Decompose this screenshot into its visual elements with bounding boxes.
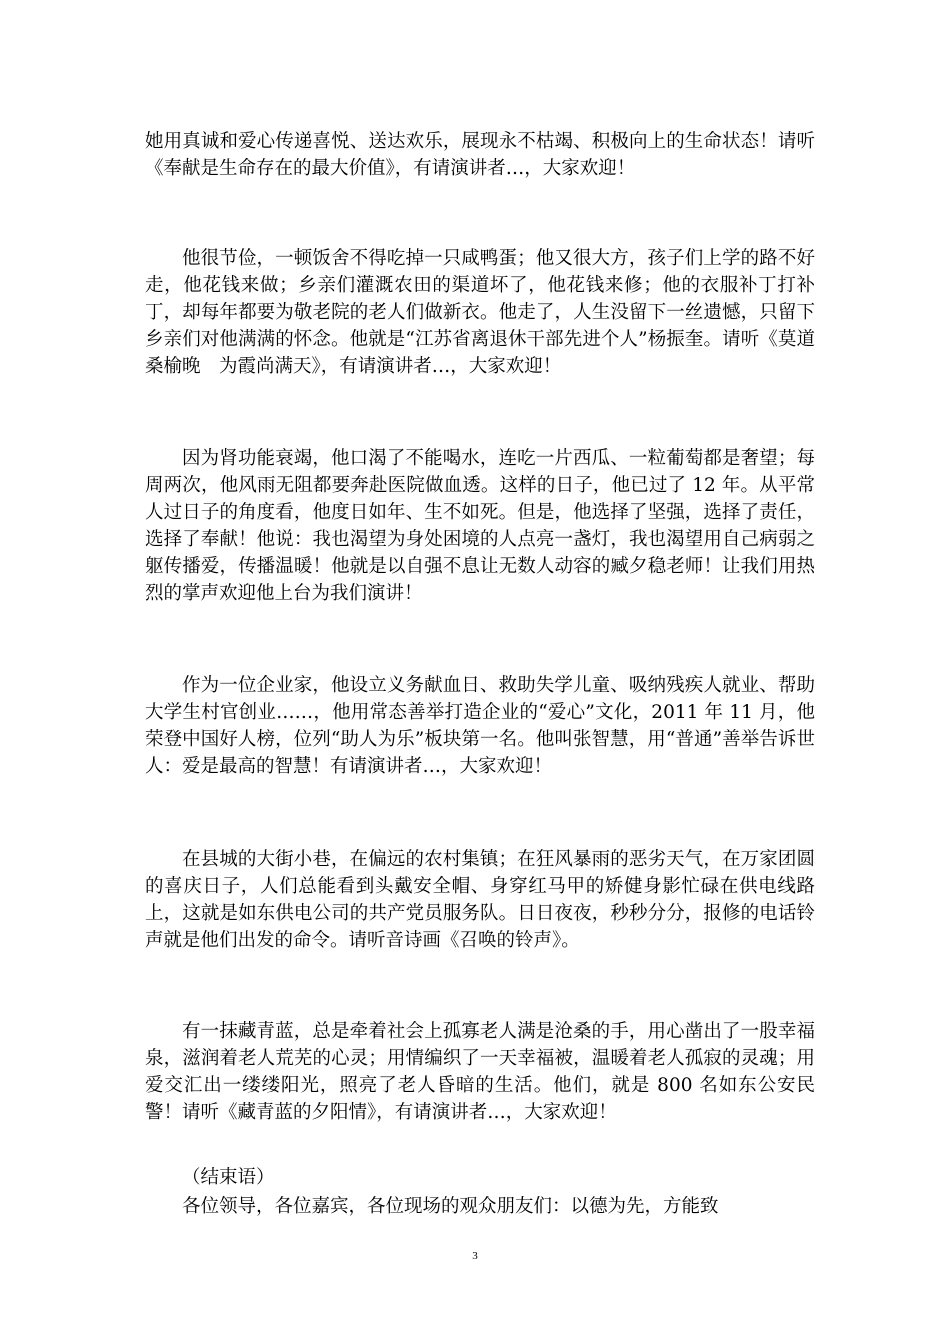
document-page bbox=[145, 0, 815, 1344]
closing-heading: （结束语） bbox=[182, 1167, 275, 1188]
paragraph-4: 作为一位企业家，他设立义务献血日、救助失学儿童、吸纳残疾人就业、帮助大学生村官创业……，他用常态善举打造企业的“爱心”文化，2011 年 11 月，他荣登中国好人榜，位列“助人为乐”板块第一名。他叫张智慧，用“普通”善举告诉世人：爱是最高的智慧！有请演讲者…，大家欢迎！ bbox=[145, 675, 815, 777]
page-number: 3 bbox=[472, 1250, 478, 1262]
paragraph-6: 有一抹藏青蓝，总是牵着社会上孤寡老人满是沧桑的手，用心凿出了一股幸福泉，滋润着老人荒芜的心灵；用情编织了一天幸福被，温暖着老人孤寂的灵魂；用爱交汇出一缕缕阳光，照亮了老人昏暗的生活。他们，就是 800 名如东公安民警！请听《藏青蓝的夕阳情》，有请演讲者…，大家欢迎！ bbox=[145, 1021, 815, 1123]
paragraph-7: 各位领导，各位嘉宾，各位现场的观众朋友们：以德为先，方能致 bbox=[182, 1196, 719, 1217]
paragraph-2: 他很节俭，一顿饭舍不得吃掉一只咸鸭蛋；他又很大方，孩子们上学的路不好走，他花钱来做；乡亲们灌溉农田的渠道坏了，他花钱来修；他的衣服补丁打补丁，却每年都要为敬老院的老人们做新衣。他走了，人生没留下一丝遗憾，只留下乡亲们对他满满的怀念。他就是“江苏省离退休干部先进个人”杨振奎。请听《莫道桑榆晚 为霞尚满天》，有请演讲者…，大家欢迎！ bbox=[145, 248, 815, 377]
paragraph-3: 因为肾功能衰竭，他口渴了不能喝水，连吃一片西瓜、一粒葡萄都是奢望；每周两次，他风雨无阻都要奔赴医院做血透。这样的日子，他已过了 12 年。从平常人过日子的角度看，他度日如年、生不如死。但是，他选择了坚强，选择了责任，选择了奉献！他说：我也渴望为身处困境的人点亮一盏灯，我也渴望用自己病弱之躯传播爱，传播温暖！他就是以自强不息让无数人动容的臧夕稳老师！让我们用热烈的掌声欢迎他上台为我们演讲！ bbox=[145, 448, 815, 604]
paragraph-5: 在县城的大街小巷，在偏远的农村集镇；在狂风暴雨的恶劣天气，在万家团圆的喜庆日子，人们总能看到头戴安全帽、身穿红马甲的矫健身影忙碌在供电线路上，这就是如东供电公司的共产党员服务队。日日夜夜，秒秒分分，报修的电话铃声就是他们出发的命令。请听音诗画《召唤的铃声》。 bbox=[145, 849, 815, 951]
paragraph-1: 她用真诚和爱心传递喜悦、送达欢乐，展现永不枯竭、积极向上的生命状态！请听《奉献是生命存在的最大价值》，有请演讲者…，大家欢迎！ bbox=[145, 131, 815, 179]
